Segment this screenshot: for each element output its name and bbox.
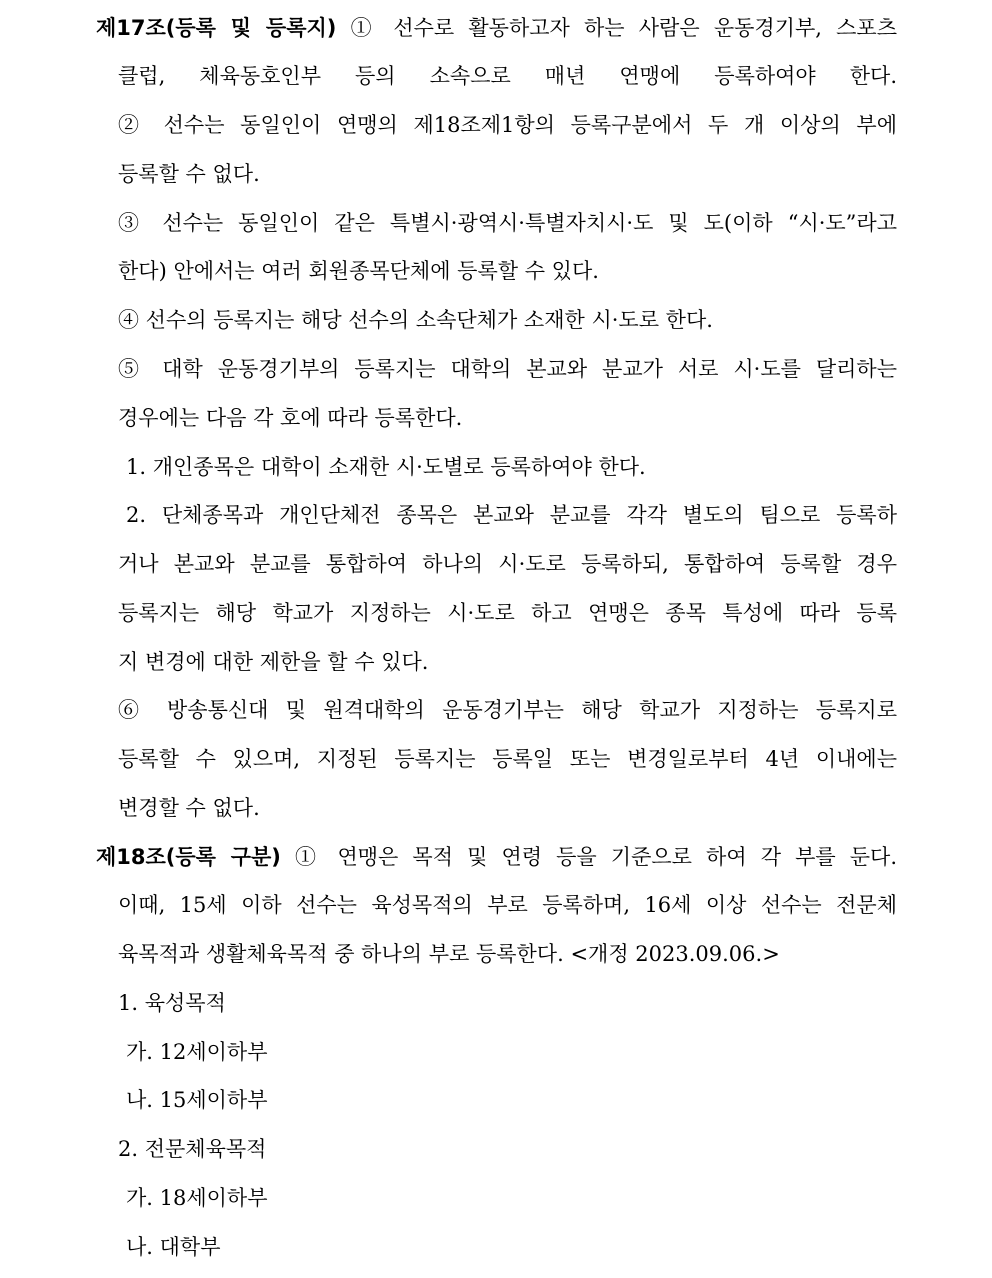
article-17-line-7: ④ 선수의 등록지는 해당 선수의 소속단체가 소재한 시·도로 한다. — [118, 308, 713, 332]
article-18-item-1: 1. 육성목적 — [118, 991, 226, 1015]
article-18-line-1 — [96, 833, 897, 882]
article-18-item-1-ga: 가. 12세이하부 — [126, 1040, 268, 1064]
article-18-item-2-ga: 가. 18세이하부 — [126, 1186, 268, 1210]
article-17-line-17: 변경할 수 없다. — [118, 796, 260, 820]
article-18-item-2-na: 나. 대학부 — [126, 1235, 221, 1259]
article-17-line-9: 경우에는 다음 각 호에 따라 등록한다. — [118, 406, 463, 430]
article-18-item-2: 2. 전문체육목적 — [118, 1137, 267, 1161]
article-18-heading: 제18조(등록 구분) — [96, 845, 281, 869]
article-17-heading: 제17조(등록 및 등록지) — [96, 16, 337, 40]
article-18-line-3: 육목적과 생활체육목적 중 하나의 부로 등록한다. <개정 2023.09.06.> — [118, 942, 780, 966]
article-17-line-15: ⑥ 방송통신대 및 원격대학의 운동경기부는 해당 학교가 지정하는 등록지로 — [118, 698, 897, 722]
article-17-para-1-start: ① 선수로 활동하고자 하는 사람은 운동경기부, 스포츠 — [350, 16, 897, 40]
article-17-line-6: 한다) 안에서는 여러 회원종목단체에 등록할 수 있다. — [118, 259, 599, 283]
article-17-line-16: 등록할 수 있으며, 지정된 등록지는 등록일 또는 변경일로부터 4년 이내에는 — [118, 747, 897, 771]
article-17-line-8: ⑤ 대학 운동경기부의 등록지는 대학의 본교와 분교가 서로 시·도를 달리하는 — [118, 357, 897, 381]
article-17-line-5: ③ 선수는 동일인이 같은 특별시·광역시·특별자치시·도 및 도(이하 “시·도”라고 — [118, 211, 897, 235]
article-17-line-4: 등록할 수 없다. — [118, 162, 260, 186]
article-17-line-11: 2. 단체종목과 개인단체전 종목은 본교와 분교를 각각 별도의 팀으로 등록하 — [126, 503, 897, 527]
article-17-line-3: ② 선수는 동일인이 연맹의 제18조제1항의 등록구분에서 두 개 이상의 부에 — [118, 113, 897, 137]
article-17-line-12: 거나 본교와 분교를 통합하여 하나의 시·도로 등록하되, 통합하여 등록할 경우 — [118, 552, 897, 576]
article-17-line-1 — [96, 4, 897, 53]
article-18-item-1-na: 나. 15세이하부 — [126, 1088, 268, 1112]
article-17-line-2: 클럽, 체육동호인부 등의 소속으로 매년 연맹에 등록하여야 한다. — [118, 64, 897, 88]
article-17-line-10: 1. 개인종목은 대학이 소재한 시·도별로 등록하여야 한다. — [126, 455, 646, 479]
article-17-line-14: 지 변경에 대한 제한을 할 수 있다. — [118, 650, 429, 674]
article-18-para-1-start: ① 연맹은 목적 및 연령 등을 기준으로 하여 각 부를 둔다. — [294, 845, 897, 869]
article-17-line-13: 등록지는 해당 학교가 지정하는 시·도로 하고 연맹은 종목 특성에 따라 등록 — [118, 601, 897, 625]
article-18-line-2: 이때, 15세 이하 선수는 육성목적의 부로 등록하며, 16세 이상 선수는 전문체 — [118, 893, 897, 917]
